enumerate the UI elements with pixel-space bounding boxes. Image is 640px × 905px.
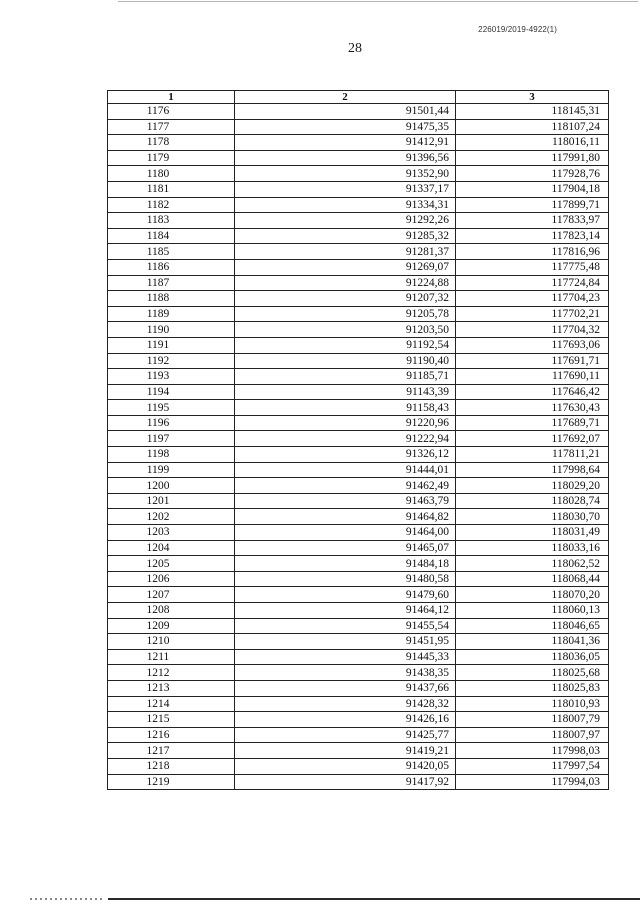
table-header-row [108, 91, 609, 104]
cell-x-coordinate: 91396,56 [235, 150, 456, 166]
table-row [108, 478, 609, 494]
table-row [108, 571, 609, 587]
cell-point-number: 1191 [108, 337, 235, 353]
cell-point-number: 1199 [108, 462, 235, 478]
cell-point-number: 1177 [108, 119, 235, 135]
cell-point-number: 1204 [108, 540, 235, 556]
cell-y-coordinate: 118033,16 [456, 540, 609, 556]
cell-y-coordinate: 117689,71 [456, 415, 609, 431]
cell-x-coordinate: 91428,32 [235, 696, 456, 712]
cell-x-coordinate: 91203,50 [235, 322, 456, 338]
table-row [108, 774, 609, 790]
cell-y-coordinate: 118030,70 [456, 509, 609, 525]
cell-x-coordinate: 91437,66 [235, 680, 456, 696]
cell-point-number: 1187 [108, 275, 235, 291]
table-row [108, 197, 609, 213]
cell-point-number: 1184 [108, 228, 235, 244]
cell-point-number: 1183 [108, 213, 235, 229]
cell-y-coordinate: 118036,05 [456, 649, 609, 665]
document-id: 226019/2019-4922(1) [478, 25, 557, 34]
cell-y-coordinate: 117691,71 [456, 353, 609, 369]
cell-y-coordinate: 117998,03 [456, 743, 609, 759]
cell-x-coordinate: 91334,31 [235, 197, 456, 213]
table-row [108, 291, 609, 307]
cell-x-coordinate: 91192,54 [235, 337, 456, 353]
cell-y-coordinate: 118029,20 [456, 478, 609, 494]
table-row [108, 696, 609, 712]
column-header-y: 3 [456, 91, 609, 104]
cell-x-coordinate: 91479,60 [235, 587, 456, 603]
cell-point-number: 1209 [108, 618, 235, 634]
cell-x-coordinate: 91220,96 [235, 415, 456, 431]
table-row [108, 509, 609, 525]
cell-x-coordinate: 91337,17 [235, 181, 456, 197]
table-row [108, 337, 609, 353]
cell-y-coordinate: 117693,06 [456, 337, 609, 353]
table-row [108, 712, 609, 728]
table-row [108, 540, 609, 556]
cell-x-coordinate: 91445,33 [235, 649, 456, 665]
cell-x-coordinate: 91281,37 [235, 244, 456, 260]
cell-x-coordinate: 91455,54 [235, 618, 456, 634]
cell-point-number: 1186 [108, 259, 235, 275]
cell-y-coordinate: 118062,52 [456, 556, 609, 572]
cell-point-number: 1202 [108, 509, 235, 525]
cell-point-number: 1192 [108, 353, 235, 369]
cell-x-coordinate: 91207,32 [235, 291, 456, 307]
cell-y-coordinate: 117811,21 [456, 447, 609, 463]
cell-point-number: 1214 [108, 696, 235, 712]
cell-x-coordinate: 91143,39 [235, 384, 456, 400]
cell-y-coordinate: 118007,79 [456, 712, 609, 728]
cell-x-coordinate: 91464,12 [235, 603, 456, 619]
cell-point-number: 1206 [108, 571, 235, 587]
cell-y-coordinate: 117833,97 [456, 213, 609, 229]
cell-x-coordinate: 91269,07 [235, 259, 456, 275]
cell-point-number: 1212 [108, 665, 235, 681]
table-row [108, 727, 609, 743]
table-row [108, 603, 609, 619]
cell-point-number: 1178 [108, 135, 235, 151]
table-row [108, 525, 609, 541]
cell-y-coordinate: 117998,64 [456, 462, 609, 478]
bottom-scan-marks [30, 898, 102, 900]
table-row [108, 369, 609, 385]
cell-y-coordinate: 117994,03 [456, 774, 609, 790]
cell-point-number: 1189 [108, 306, 235, 322]
cell-point-number: 1194 [108, 384, 235, 400]
cell-point-number: 1211 [108, 649, 235, 665]
page-number: 28 [348, 41, 362, 56]
cell-y-coordinate: 118010,93 [456, 696, 609, 712]
cell-y-coordinate: 118107,24 [456, 119, 609, 135]
table-row [108, 649, 609, 665]
cell-y-coordinate: 117991,80 [456, 150, 609, 166]
cell-y-coordinate: 118016,11 [456, 135, 609, 151]
cell-y-coordinate: 117690,11 [456, 369, 609, 385]
cell-point-number: 1217 [108, 743, 235, 759]
cell-point-number: 1216 [108, 727, 235, 743]
table-row [108, 275, 609, 291]
cell-y-coordinate: 118041,36 [456, 634, 609, 650]
cell-y-coordinate: 118028,74 [456, 493, 609, 509]
cell-x-coordinate: 91465,07 [235, 540, 456, 556]
cell-point-number: 1185 [108, 244, 235, 260]
cell-point-number: 1181 [108, 181, 235, 197]
table-row [108, 181, 609, 197]
cell-point-number: 1200 [108, 478, 235, 494]
table-row [108, 431, 609, 447]
cell-y-coordinate: 117816,96 [456, 244, 609, 260]
cell-point-number: 1198 [108, 447, 235, 463]
table-row [108, 415, 609, 431]
cell-x-coordinate: 91205,78 [235, 306, 456, 322]
cell-x-coordinate: 91438,35 [235, 665, 456, 681]
cell-y-coordinate: 118046,65 [456, 618, 609, 634]
table-row [108, 587, 609, 603]
table-row [108, 493, 609, 509]
table-row [108, 384, 609, 400]
coordinates-table [107, 90, 609, 790]
table-row [108, 259, 609, 275]
cell-x-coordinate: 91292,26 [235, 213, 456, 229]
cell-point-number: 1180 [108, 166, 235, 182]
cell-y-coordinate: 118007,97 [456, 727, 609, 743]
cell-y-coordinate: 117997,54 [456, 758, 609, 774]
cell-point-number: 1213 [108, 680, 235, 696]
cell-point-number: 1196 [108, 415, 235, 431]
cell-y-coordinate: 118025,68 [456, 665, 609, 681]
cell-point-number: 1205 [108, 556, 235, 572]
cell-y-coordinate: 118031,49 [456, 525, 609, 541]
cell-y-coordinate: 117704,32 [456, 322, 609, 338]
top-scan-rule [118, 1, 638, 2]
cell-point-number: 1207 [108, 587, 235, 603]
cell-x-coordinate: 91224,88 [235, 275, 456, 291]
table-row [108, 244, 609, 260]
cell-x-coordinate: 91475,35 [235, 119, 456, 135]
cell-y-coordinate: 118145,31 [456, 104, 609, 120]
table-row [108, 119, 609, 135]
table-row [108, 618, 609, 634]
cell-y-coordinate: 117775,48 [456, 259, 609, 275]
table-row [108, 758, 609, 774]
table-row [108, 104, 609, 120]
cell-point-number: 1203 [108, 525, 235, 541]
cell-x-coordinate: 91326,12 [235, 447, 456, 463]
table-row [108, 353, 609, 369]
cell-x-coordinate: 91420,05 [235, 758, 456, 774]
cell-x-coordinate: 91426,16 [235, 712, 456, 728]
cell-x-coordinate: 91158,43 [235, 400, 456, 416]
cell-x-coordinate: 91464,82 [235, 509, 456, 525]
table-row [108, 150, 609, 166]
table-row [108, 228, 609, 244]
table-row [108, 665, 609, 681]
table-row [108, 556, 609, 572]
cell-x-coordinate: 91190,40 [235, 353, 456, 369]
cell-x-coordinate: 91464,00 [235, 525, 456, 541]
table-row [108, 135, 609, 151]
column-header-x: 2 [235, 91, 456, 104]
column-header-point-number: 1 [108, 91, 235, 104]
bottom-scan-rule [108, 898, 640, 900]
cell-y-coordinate: 117899,71 [456, 197, 609, 213]
cell-point-number: 1182 [108, 197, 235, 213]
cell-point-number: 1176 [108, 104, 235, 120]
table-row [108, 462, 609, 478]
cell-x-coordinate: 91185,71 [235, 369, 456, 385]
cell-y-coordinate: 117928,76 [456, 166, 609, 182]
cell-point-number: 1190 [108, 322, 235, 338]
table-body [108, 104, 609, 790]
cell-x-coordinate: 91285,32 [235, 228, 456, 244]
cell-x-coordinate: 91501,44 [235, 104, 456, 120]
table-row [108, 680, 609, 696]
cell-point-number: 1193 [108, 369, 235, 385]
table-row [108, 213, 609, 229]
cell-y-coordinate: 117692,07 [456, 431, 609, 447]
cell-y-coordinate: 118070,20 [456, 587, 609, 603]
cell-point-number: 1195 [108, 400, 235, 416]
cell-x-coordinate: 91462,49 [235, 478, 456, 494]
cell-x-coordinate: 91444,01 [235, 462, 456, 478]
table-row [108, 743, 609, 759]
cell-point-number: 1179 [108, 150, 235, 166]
cell-x-coordinate: 91222,94 [235, 431, 456, 447]
cell-point-number: 1219 [108, 774, 235, 790]
cell-y-coordinate: 117704,23 [456, 291, 609, 307]
cell-point-number: 1188 [108, 291, 235, 307]
table-row [108, 306, 609, 322]
cell-point-number: 1215 [108, 712, 235, 728]
cell-y-coordinate: 117630,43 [456, 400, 609, 416]
cell-point-number: 1197 [108, 431, 235, 447]
table-row [108, 166, 609, 182]
table-row [108, 634, 609, 650]
cell-x-coordinate: 91419,21 [235, 743, 456, 759]
cell-x-coordinate: 91463,79 [235, 493, 456, 509]
cell-y-coordinate: 117646,42 [456, 384, 609, 400]
cell-x-coordinate: 91412,91 [235, 135, 456, 151]
cell-x-coordinate: 91451,95 [235, 634, 456, 650]
cell-x-coordinate: 91480,58 [235, 571, 456, 587]
cell-x-coordinate: 91425,77 [235, 727, 456, 743]
cell-x-coordinate: 91352,90 [235, 166, 456, 182]
cell-y-coordinate: 118025,83 [456, 680, 609, 696]
cell-point-number: 1218 [108, 758, 235, 774]
cell-x-coordinate: 91417,92 [235, 774, 456, 790]
cell-point-number: 1210 [108, 634, 235, 650]
cell-y-coordinate: 117904,18 [456, 181, 609, 197]
cell-y-coordinate: 118068,44 [456, 571, 609, 587]
table-row [108, 447, 609, 463]
cell-y-coordinate: 117724,84 [456, 275, 609, 291]
table-row [108, 400, 609, 416]
table-row [108, 322, 609, 338]
cell-y-coordinate: 117823,14 [456, 228, 609, 244]
cell-x-coordinate: 91484,18 [235, 556, 456, 572]
cell-point-number: 1208 [108, 603, 235, 619]
cell-point-number: 1201 [108, 493, 235, 509]
cell-y-coordinate: 117702,21 [456, 306, 609, 322]
cell-y-coordinate: 118060,13 [456, 603, 609, 619]
